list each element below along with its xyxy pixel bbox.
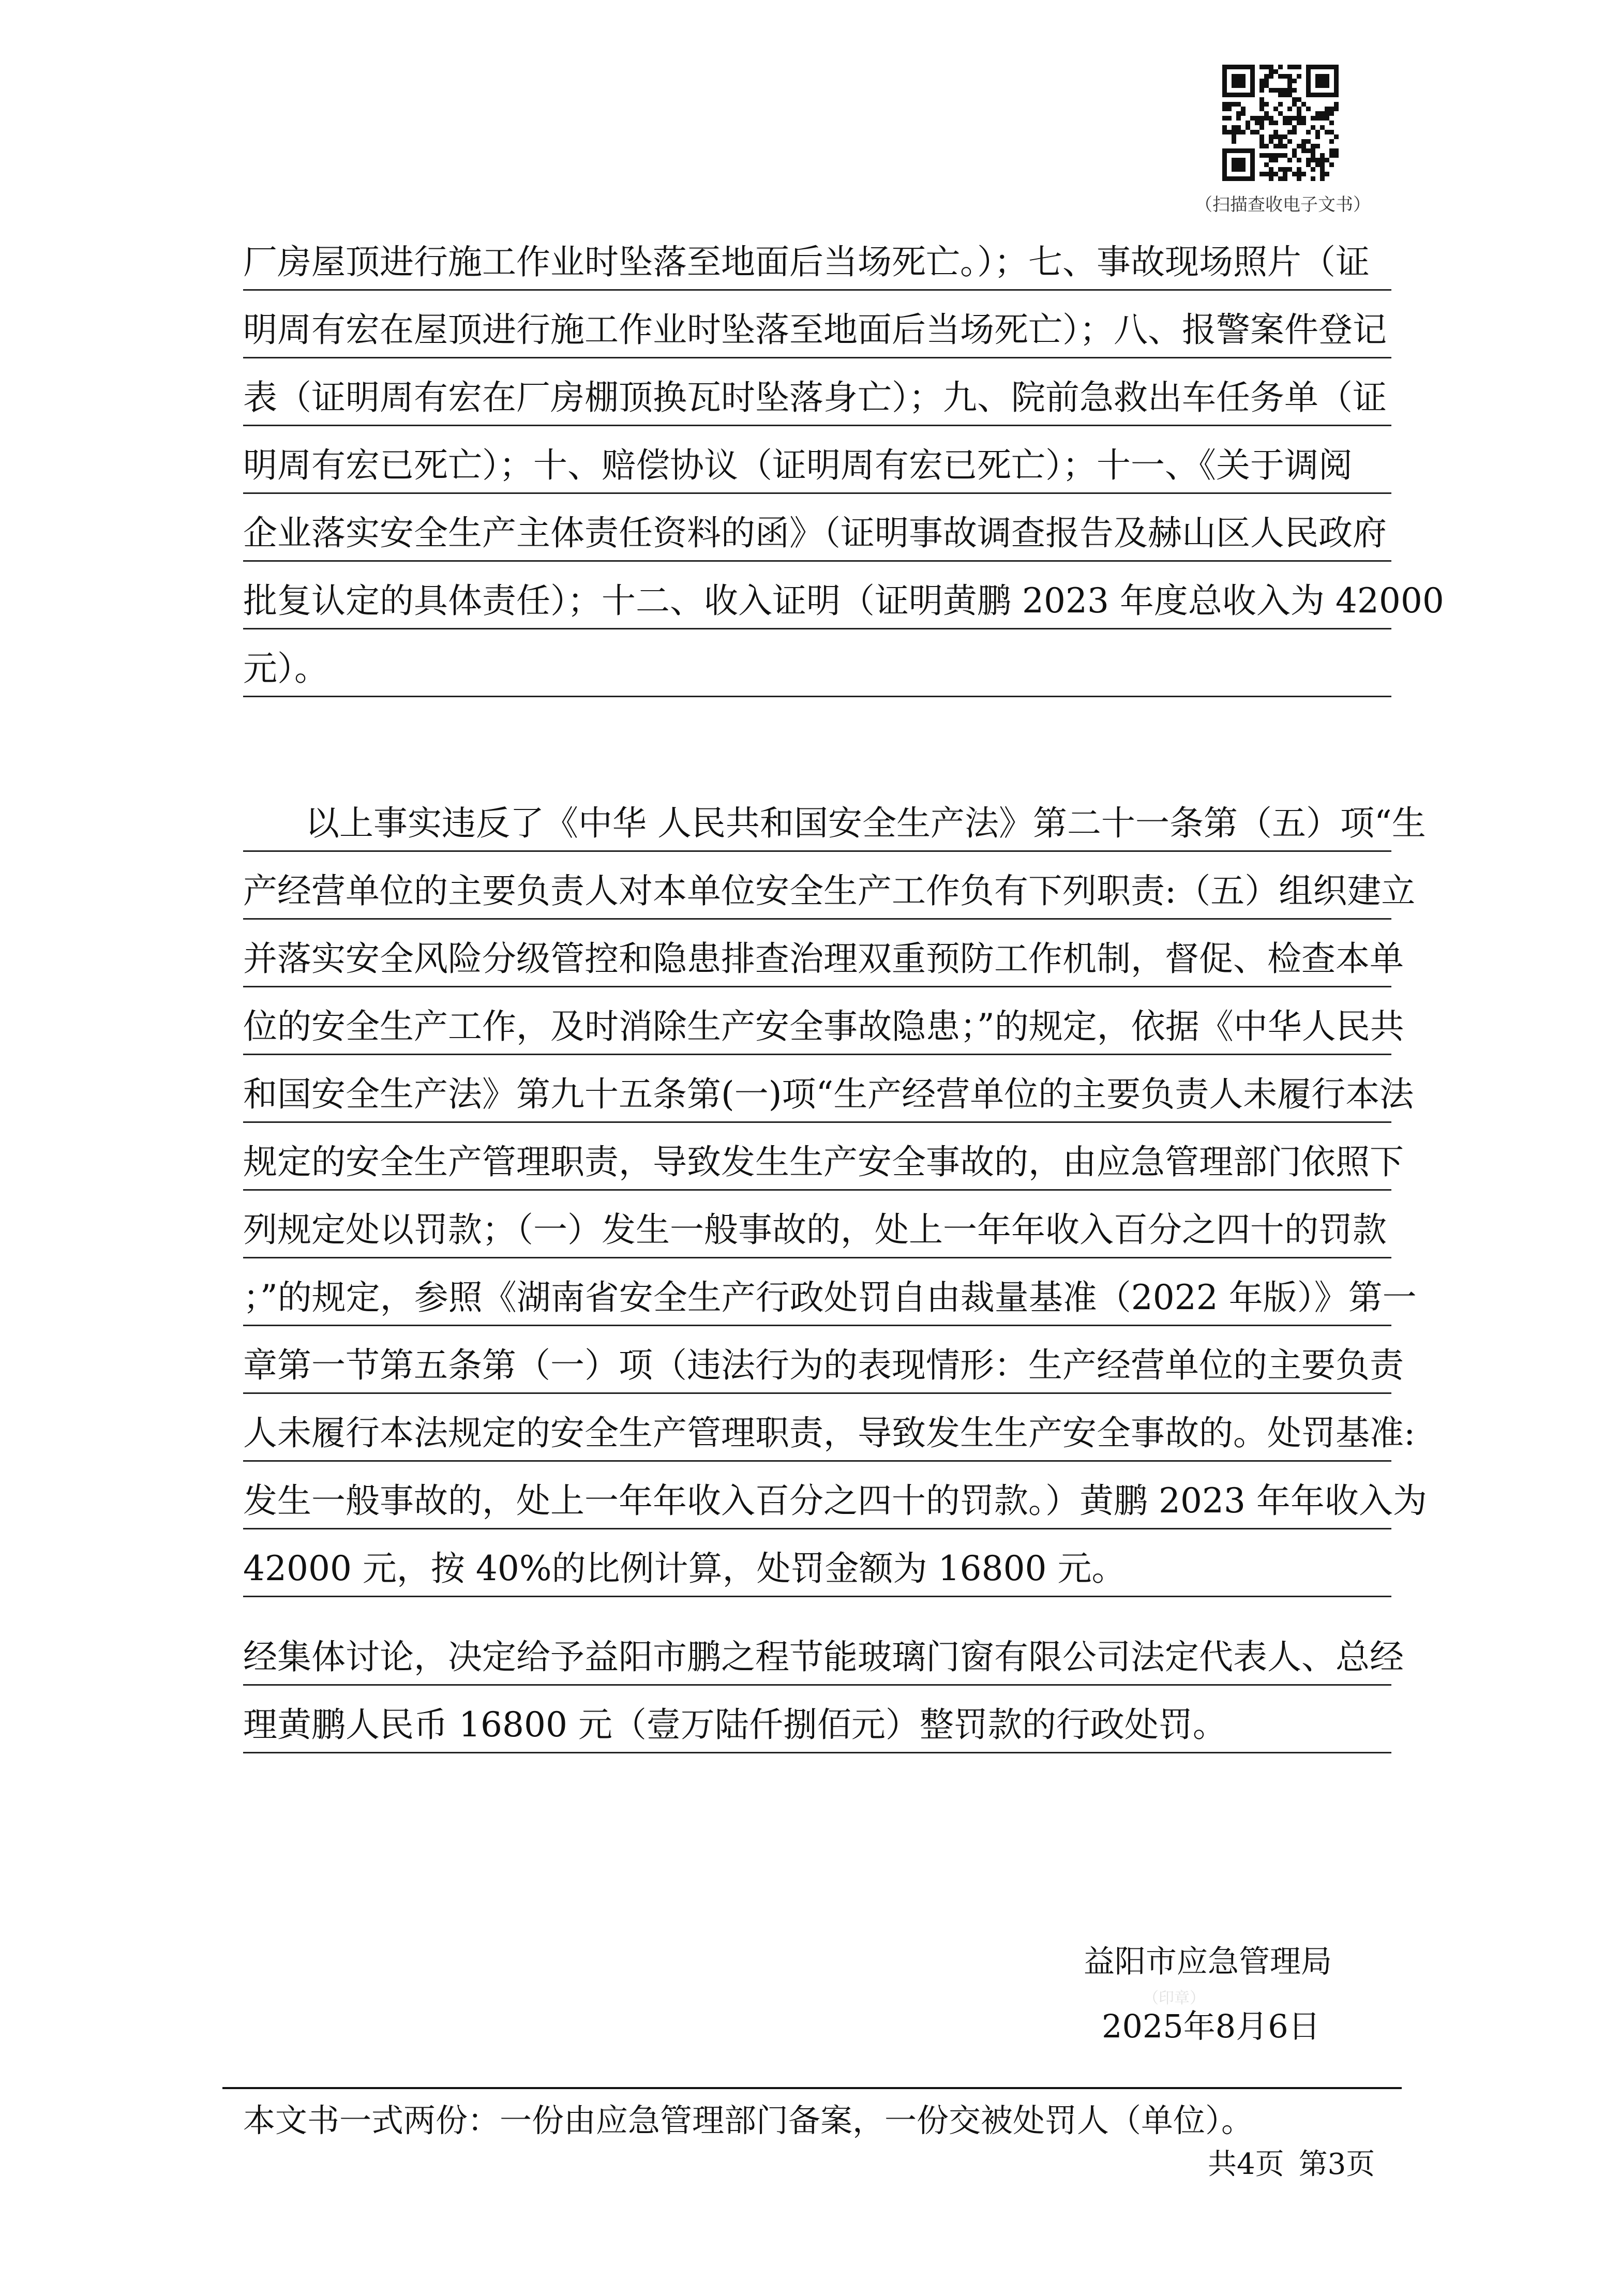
text-line: ；”的规定，参照《湖南省安全生产行政处罚自由裁量基准（2022 年版）》第一	[243, 1266, 1391, 1333]
text-line: 理黄鹏人民币 16800 元（壹万陆仟捌佰元）整罚款的行政处罚。	[243, 1693, 1391, 1761]
official-seal: （印章）	[1143, 1989, 1205, 2007]
text-line: 元）。	[243, 637, 1391, 704]
paragraph-evidence	[243, 230, 1444, 704]
copies-note: 本文书一式两份：一份由应急管理部门备案，一份交被处罚人（单位）。	[243, 2102, 1254, 2139]
current-page: 第3页	[1298, 2148, 1375, 2181]
footer-divider	[222, 2087, 1402, 2089]
text-line: 厂房屋顶进行施工作业时坠落至地面后当场死亡。）；七、事故现场照片（证	[243, 230, 1391, 298]
text-line: 产经营单位的主要负责人对本单位安全生产工作负有下列职责:（五）组织建立	[243, 859, 1391, 927]
text-line: 人未履行本法规定的安全生产管理职责，导致发生生产安全事故的。处罚基准:	[243, 1401, 1391, 1469]
qr-caption: （扫描查收电子文书）	[1195, 194, 1371, 215]
qr-code-image	[1222, 65, 1339, 181]
text-line: 明周有宏已死亡）；十、赔偿协议（证明周有宏已死亡）；十一、《关于调阅	[243, 433, 1391, 501]
text-line: 和国安全生产法》第九十五条第(一)项“生产经营单位的主要负责人未履行本法	[243, 1062, 1391, 1130]
text-line: 经集体讨论，决定给予益阳市鹏之程节能玻璃门窗有限公司法定代表人、总经	[243, 1625, 1391, 1693]
text-line: 表（证明周有宏在厂房棚顶换瓦时坠落身亡）；九、院前急救出车任务单（证	[243, 366, 1391, 433]
text-line: 章第一节第五条第（一）项（违法行为的表现情形：生产经营单位的主要负责	[243, 1333, 1391, 1401]
issue-date: 2025年8月6日	[1102, 2007, 1321, 2045]
text-line: 规定的安全生产管理职责，导致发生生产安全事故的，由应急管理部门依照下	[243, 1130, 1391, 1198]
paragraph-decision	[243, 1625, 1404, 1761]
page-number	[1208, 2141, 1375, 2183]
text-line: 42000 元，按 40%的比例计算，处罚金额为 16800 元。	[243, 1537, 1391, 1604]
text-line: 明周有宏在屋顶进行施工作业时坠落至地面后当场死亡）；八、报警案件登记	[243, 298, 1391, 366]
text-line: 列规定处以罚款；（一）发生一般事故的，处上一年年收入百分之四十的罚款	[243, 1198, 1391, 1266]
text-line: 企业落实安全生产主体责任资料的函》（证明事故调查报告及赫山区人民政府	[243, 501, 1391, 569]
text-line: 并落实安全风险分级管控和隐患排查治理双重预防工作机制，督促、检查本单	[243, 927, 1391, 995]
paragraph-legal-basis	[243, 791, 1427, 1604]
issuing-authority: 益阳市应急管理局	[1084, 1944, 1332, 1980]
text-line: 发生一般事故的，处上一年年收入百分之四十的罚款。）黄鹏 2023 年年收入为	[243, 1469, 1391, 1537]
total-pages: 共4页	[1208, 2148, 1284, 2181]
text-line: 位的安全生产工作，及时消除生产安全事故隐患；”的规定，依据《中华人民共	[243, 995, 1391, 1062]
text-line: 批复认定的具体责任）；十二、收入证明（证明黄鹏 2023 年度总收入为 42000	[243, 569, 1391, 637]
text-line: 以上事实违反了《中华 人民共和国安全生产法》第二十一条第（五）项“生	[243, 791, 1391, 859]
